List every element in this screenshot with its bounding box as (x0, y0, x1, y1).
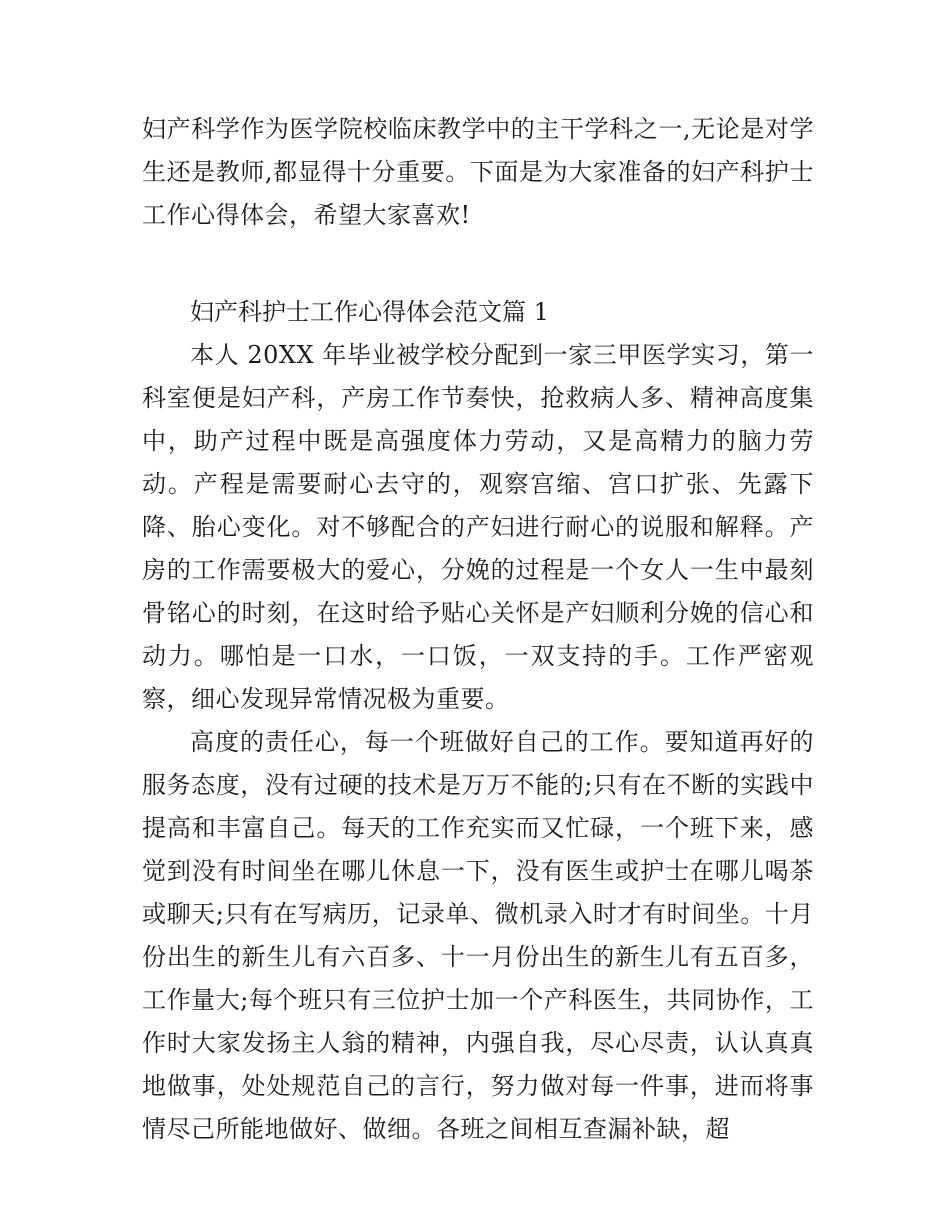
section-title: 妇产科护士工作心得体会范文篇 1 (190, 298, 549, 326)
document-body (142, 108, 814, 1151)
body-paragraph-1: 本人 20XX 年毕业被学校分配到一家三甲医学实习，第一科室便是妇产科，产房工作节奏快，抢救病人多、精神高度集中，助产过程中既是高强度体力劳动，又是高精力的脑力劳动。产程是需要耐心去守的，观察宫缩、宫口扩张、先露下降、胎心变化。对不够配合的产妇进行耐心的说服和解释。产房的工作需要极大的爱心，分娩的过程是一个女人一生中最刻骨铭心的时刻，在这时给予贴心关怀是产妇顺利分娩的信心和动力。哪怕是一口水，一口饭，一双支持的手。工作严密观察，细心发现异常情况极为重要。 (142, 341, 814, 713)
intro-paragraph: 妇产科学作为医学院校临床教学中的主干学科之一,无论是对学生还是教师,都显得十分重要。下面是为大家准备的妇产科护士工作心得体会，希望大家喜欢! (142, 115, 814, 229)
body-paragraph-2: 高度的责任心，每一个班做好自己的工作。要知道再好的服务态度，没有过硬的技术是万万不能的;只有在不断的实践中提高和丰富自己。每天的工作充实而又忙碌，一个班下来，感觉到没有时间坐在哪儿休息一下，没有医生或护士在哪儿喝茶或聊天;只有在写病历，记录单、微机录入时才有时间坐。十月份出生的新生儿有六百多、十一月份出生的新生儿有五百多，工作量大;每个班只有三位护士加一个产科医生，共同协作，工作时大家发扬主人翁的精神，内强自我，尽心尽责，认认真真地做事，处处规范自己的言行，努力做对每一件事，进而将事情尽己所能地做好、做细。各班之间相互查漏补缺，超 (142, 728, 814, 1143)
